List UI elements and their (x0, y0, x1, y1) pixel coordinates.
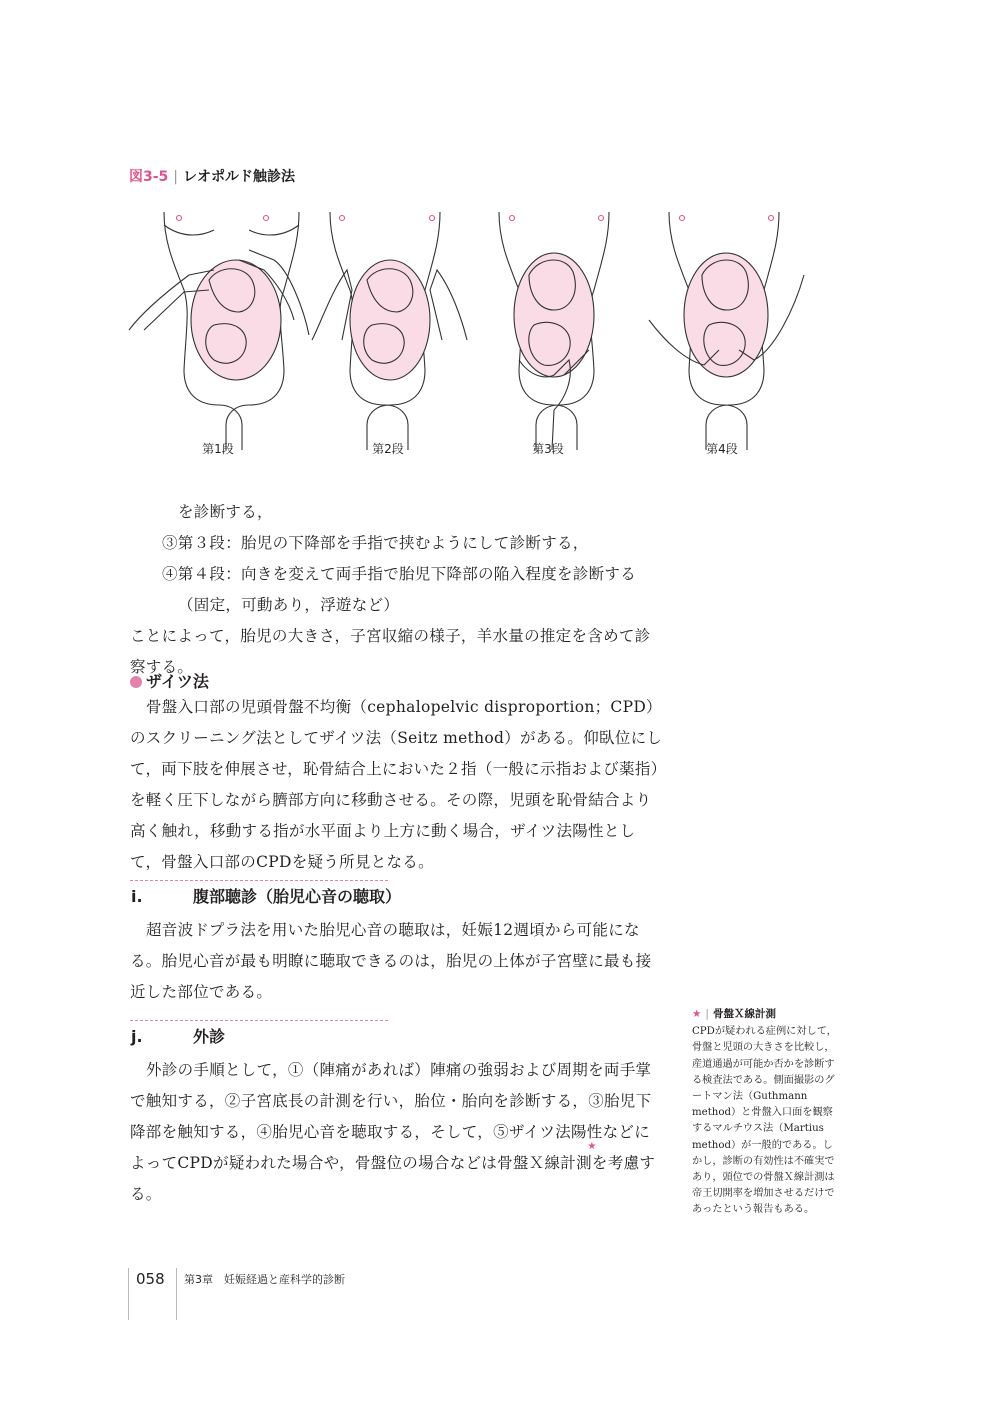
list-item-step4: ④第４段：向きを変えて両手指で胎児下降部の陥入程度を診断する（固定，可動あり，浮遊など） (162, 565, 637, 614)
sidebar-title (692, 1006, 842, 1022)
leopold-step3-drawing (499, 212, 609, 450)
seitz-heading-text: ザイツ法 (146, 672, 209, 691)
starred-term (576, 1141, 597, 1172)
figure-caption-step4: 第4段 (706, 442, 738, 456)
section-i-title: 腹部聴診（胎児心音の聴取） (193, 887, 402, 906)
section-j-heading (131, 1024, 225, 1047)
section-j-paragraph (130, 1055, 665, 1210)
section-j-rule (130, 1020, 388, 1021)
figure-caption-step2: 第2段 (372, 442, 404, 456)
section-i-letter: i. (131, 887, 143, 906)
section-j-title: 外診 (193, 1027, 226, 1046)
seitz-paragraph: 骨盤入口部の児頭骨盤不均衡（cephalopelvic disproportion；CPD）のスクリーニング法としてザイツ法（Seitz method）がある。仰臥位にして，両下肢を伸展させ，恥骨結合上においた２指（一般に示指および薬指）を軽く圧下しながら臍部方向に移動させる。その際，児頭を恥骨結合より高く触れ，移動する指が水平面より上方に動く場合，ザイツ法陽性として，骨盤入口部のCPDを疑う所見となる。 (130, 698, 663, 871)
sidebar-star-icon: ★ (692, 1008, 702, 1020)
section-i-rule (130, 880, 388, 881)
body-top-text (130, 497, 665, 683)
body-paragraph: ことによって，胎児の大きさ，子宮収縮の様子，羊水量の推定を含めて診察する。 (130, 627, 651, 676)
footer-rule-right (176, 1268, 177, 1320)
body-line: を診断する， (178, 503, 273, 521)
footer-rule-left (128, 1268, 129, 1320)
sidebar-note (692, 1006, 842, 1219)
section-j-text-end: を考慮する。 (130, 1154, 656, 1203)
figure-title-separator: | (173, 169, 179, 185)
figure-caption-step1: 第1段 (202, 442, 234, 456)
seitz-heading (130, 669, 209, 692)
section-i-paragraph: 超音波ドプラ法を用いた胎児心音の聴取は，妊娠12週頃から可能になる。胎児心音が最も明瞭に聴取できるのは，胎児の上体が子宮壁に最も接近した部位である。 (130, 921, 652, 1001)
leopold-maneuvers-illustration (124, 200, 814, 465)
section-i-heading (131, 884, 401, 907)
star-icon: ★ (587, 1141, 597, 1152)
leopold-step4-drawing (649, 212, 804, 450)
figure-title (129, 166, 295, 186)
chapter-title: 第3章 妊娠経過と産科学的診断 (184, 1273, 345, 1286)
list-item-step3: ③第３段：胎児の下降部を手指で挟むようにして診断する， (162, 534, 589, 552)
starred-char: 測 (576, 1154, 592, 1172)
sidebar-title-separator: | (705, 1008, 709, 1020)
bullet-dot-icon (130, 676, 142, 688)
leopold-step1-drawing (129, 212, 309, 450)
section-j-letter: j. (131, 1027, 143, 1046)
sidebar-text: CPDが疑われる症例に対して，骨盤と児頭の大きさを比較し，産道通過が可能か否かを診断する検査法である。側面撮影のグートマン法（Guthmann method）と骨盤入口面を観察するマルチウス法（Martius method）が一般的である。しかし，診断の有効性は不確実であり，頭位での骨盤Ｘ線計測は帝王切開率を増加させるだけであったという報告もある。 (692, 1026, 837, 1216)
page-number: 058 (136, 1270, 165, 1288)
figure-number: 図3-5 (129, 169, 169, 185)
figure-title-text: レオポルド触診法 (183, 169, 296, 185)
section-j-text: 外診の手順として，①（陣痛があれば）陣痛の強弱および周期を両手掌で触知する，②子宮底長の計測を行い，胎位・胎向を診断する，③胎児下降部を触知する，④胎児心音を聴取する，そして，⑤ザイツ法陽性などによってCPDが疑われた場合や，骨盤位の場合などは骨盤Ｘ線計 (130, 1061, 652, 1172)
leopold-step2-drawing (312, 212, 467, 450)
figure-caption-step3: 第3段 (532, 442, 564, 456)
sidebar-title-text: 骨盤Ｘ線計測 (712, 1008, 776, 1020)
